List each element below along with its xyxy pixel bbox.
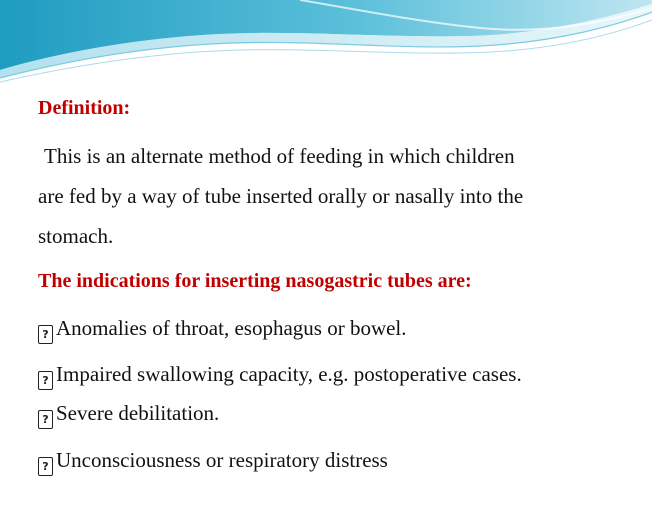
indication-item-label: Severe debilitation.: [56, 401, 220, 425]
missing-glyph-bullet-icon: ?: [38, 325, 53, 344]
missing-glyph-bullet-icon: ?: [38, 371, 53, 390]
definition-line-3: stomach.: [38, 224, 114, 248]
missing-glyph-bullet-icon: ?: [38, 457, 53, 476]
definition-line-1: This is an alternate method of feeding in which children: [44, 144, 515, 168]
wave-header-decoration: [0, 0, 652, 90]
indications-heading: The indications for inserting nasogastric tubes are:: [38, 270, 472, 292]
indication-item-2: [38, 362, 522, 390]
indication-item-3: [38, 401, 219, 429]
missing-glyph-bullet-icon: ?: [38, 410, 53, 429]
indication-item-1: [38, 316, 407, 344]
indication-item-4: [38, 448, 388, 476]
indication-item-label: Impaired swallowing capacity, e.g. postoperative cases.: [56, 362, 522, 386]
indication-item-label: Unconsciousness or respiratory distress: [56, 448, 388, 472]
definition-heading: Definition:: [38, 97, 131, 119]
indication-item-label: Anomalies of throat, esophagus or bowel.: [56, 316, 407, 340]
definition-line-2: are fed by a way of tube inserted orally or nasally into the: [38, 184, 524, 208]
